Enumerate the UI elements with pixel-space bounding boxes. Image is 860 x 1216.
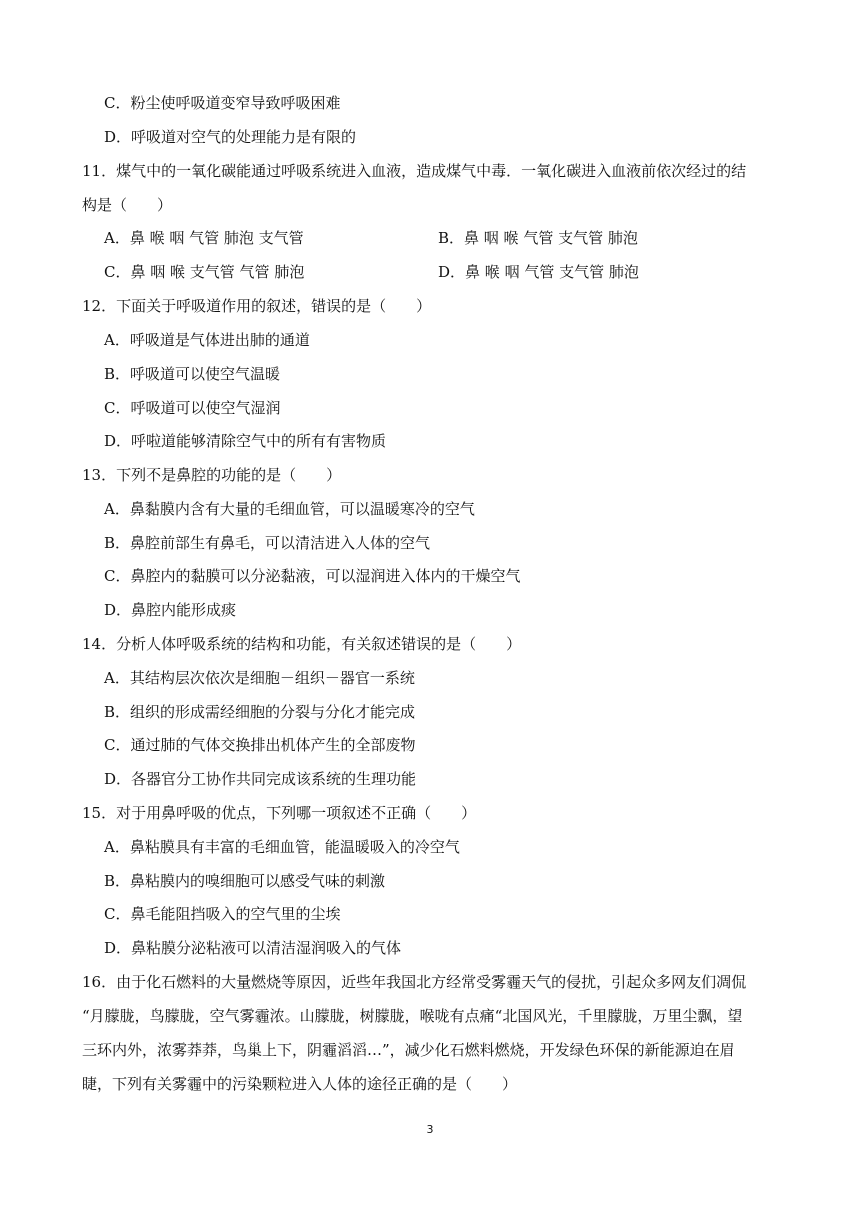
q15-option-c: C．鼻毛能阻挡吸入的空气里的尘埃 [104, 905, 341, 923]
q11-stem-line2: 构是（ ） [82, 196, 173, 214]
q10-option-d: D．呼吸道对空气的处理能力是有限的 [104, 128, 357, 146]
page-number: 3 [426, 1123, 434, 1136]
q11-option-c: C．鼻 咽 喉 支气管 气管 肺泡 [104, 263, 305, 281]
q15-option-d: D．鼻粘膜分泌粘液可以清洁湿润吸入的气体 [104, 939, 402, 957]
q14-option-c: C．通过肺的气体交换排出机体产生的全部废物 [104, 736, 416, 754]
q12-option-d: D．呼啦道能够清除空气中的所有有害物质 [104, 432, 387, 450]
q11-option-d: D．鼻 喉 咽 气管 支气管 肺泡 [438, 263, 639, 281]
q11-option-b: B．鼻 咽 喉 气管 支气管 肺泡 [438, 229, 638, 247]
q13-option-b: B．鼻腔前部生有鼻毛，可以清洁进入人体的空气 [104, 534, 431, 552]
q12-stem: 12．下面关于呼吸道作用的叙述，错误的是（ ） [82, 297, 432, 315]
q16-stem-line4: 睫，下列有关雾霾中的污染颗粒进入人体的途径正确的是（ ） [82, 1075, 518, 1093]
q14-stem: 14．分析人体呼吸系统的结构和功能，有关叙述错误的是（ ） [82, 635, 522, 653]
q12-option-c: C．呼吸道可以使空气湿润 [104, 399, 281, 417]
q12-option-b: B．呼吸道可以使空气温暖 [104, 365, 281, 383]
q11-option-a: A．鼻 喉 咽 气管 肺泡 支气管 [104, 229, 304, 247]
q15-option-a: A．鼻粘膜具有丰富的毛细血管，能温暖吸入的冷空气 [104, 838, 460, 856]
q16-stem-line2: “月朦胧，鸟朦胧，空气雾霾浓。山朦胧，树朦胧，喉咙有点痛“北国风光，千里朦胧，万里尘飘，望 [82, 1007, 743, 1025]
q14-option-a: A．其结构层次依次是细胞－组织－器官一系统 [104, 669, 415, 687]
q14-option-d: D．各器官分工协作共同完成该系统的生理功能 [104, 770, 417, 788]
q15-stem: 15．对于用鼻呼吸的优点，下列哪一项叙述不正确（ ） [82, 804, 477, 822]
q16-stem-line1: 16．由于化石燃料的大量燃烧等原因，近些年我国北方经常受雾霾天气的侵扰，引起众多网友们凋侃 [82, 973, 747, 991]
q16-stem-line3: 三环内外，浓雾莽莽，鸟巢上下，阴霾滔滔…”，减少化石燃料燃烧，开发绿色环保的新能源迫在眉 [82, 1041, 735, 1059]
q14-option-b: B．组织的形成需经细胞的分裂与分化才能完成 [104, 703, 416, 721]
q13-option-d: D．鼻腔内能形成痰 [104, 601, 237, 619]
q13-stem: 13．下列不是鼻腔的功能的是（ ） [82, 466, 342, 484]
q11-stem-line1: 11．煤气中的一氧化碳能通过呼吸系统进入血液，造成煤气中毒．一氧化碳进入血液前依次经过的结 [82, 162, 747, 180]
q10-option-c: C．粉尘使呼吸道变窄导致呼吸困难 [104, 94, 341, 112]
q13-option-a: A．鼻黏膜内含有大量的毛细血管，可以温暖寒冷的空气 [104, 500, 475, 518]
q12-option-a: A．呼吸道是气体进出肺的通道 [104, 331, 310, 349]
q15-option-b: B．鼻粘膜内的嗅细胞可以感受气味的刺激 [104, 872, 386, 890]
q13-option-c: C．鼻腔内的黏膜可以分泌黏液，可以湿润进入体内的干燥空气 [104, 567, 521, 585]
